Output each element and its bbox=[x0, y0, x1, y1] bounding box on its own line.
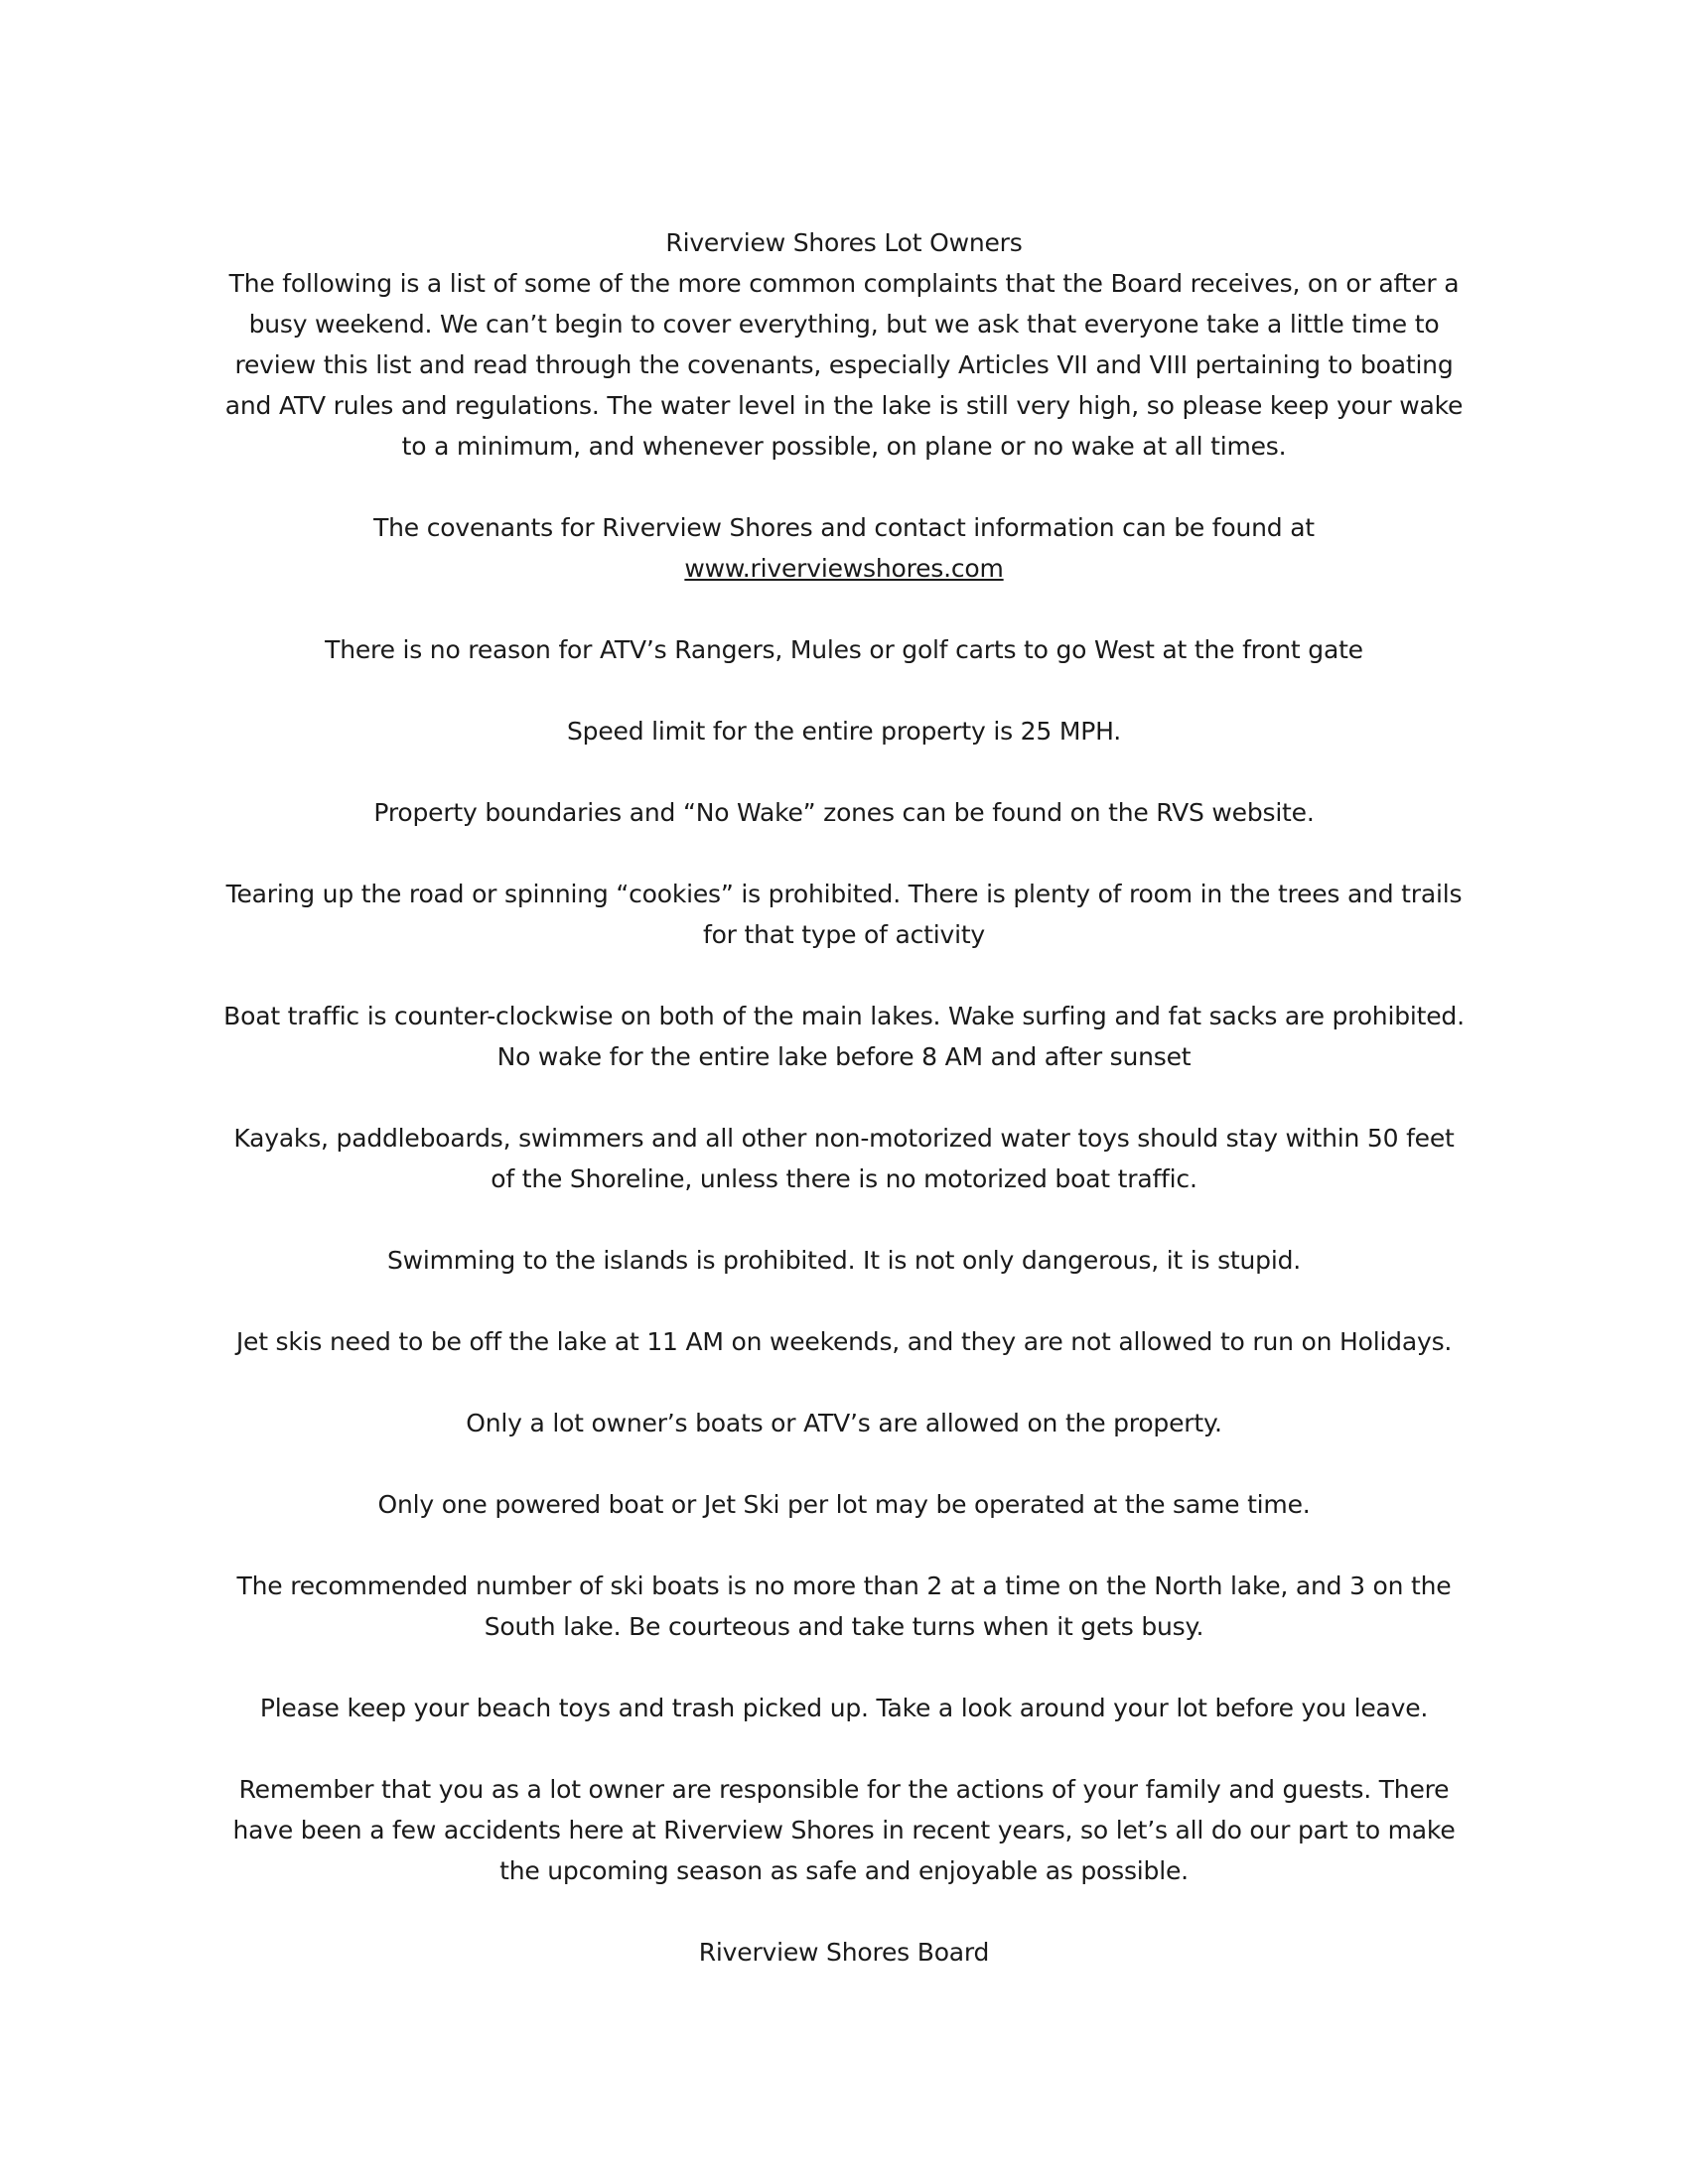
website-link[interactable]: www.riverviewshores.com bbox=[684, 554, 1004, 583]
intro-paragraph: The following is a list of some of the more common complaints that the Board receives, on or after a busy weekend. We can’t begin to cover everything, but we ask that everyone take a little time to review this list and read through the covenants, especially Articles VII and VIII pertaining to boating and ATV rules and regulations. The water level in the lake is still very high, so please keep your wake to a minimum, and whenever possible, on plane or no wake at all times. bbox=[224, 269, 1464, 461]
covenants-text: The covenants for Riverview Shores and contact information can be found at bbox=[373, 513, 1315, 542]
rule-cookies: Tearing up the road or spinning “cookies” is prohibited. There is plenty of room in the trees and trails for that type of activity bbox=[225, 880, 1463, 949]
rule-ski-boats: The recommended number of ski boats is no more than 2 at a time on the North lake, and 3 on the South lake. Be courteous and take turns when it gets busy. bbox=[236, 1571, 1452, 1641]
rule-beach-toys: Please keep your beach toys and trash picked up. Take a look around your lot before you leave. bbox=[259, 1694, 1429, 1722]
rule-jet-skis: Jet skis need to be off the lake at 11 AM on weekends, and they are not allowed to run on Holidays. bbox=[235, 1327, 1453, 1356]
rule-responsibility: Remember that you as a lot owner are responsible for the actions of your family and guests. There have been a few accidents here at Riverview Shores in recent years, so let’s all do our part to make the upcoming season as safe and enjoyable as possible. bbox=[232, 1775, 1456, 1885]
document-page bbox=[218, 222, 1470, 1973]
document-title: Riverview Shores Lot Owners bbox=[665, 228, 1023, 257]
rule-front-gate: There is no reason for ATV’s Rangers, Mules or golf carts to go West at the front gate bbox=[325, 635, 1363, 664]
signature: Riverview Shores Board bbox=[698, 1938, 990, 1967]
rule-property-boundaries: Property boundaries and “No Wake” zones can be found on the RVS website. bbox=[373, 798, 1315, 827]
rule-non-motorized: Kayaks, paddleboards, swimmers and all other non-motorized water toys should stay within 50 feet of the Shoreline, unless there is no motorized boat traffic. bbox=[233, 1124, 1455, 1193]
rule-boat-traffic: Boat traffic is counter-clockwise on both of the main lakes. Wake surfing and fat sacks are prohibited. No wake for the entire lake before 8 AM and after sunset bbox=[223, 1002, 1465, 1071]
rule-speed-limit: Speed limit for the entire property is 25 MPH. bbox=[567, 717, 1121, 746]
covenants-paragraph bbox=[218, 507, 1470, 589]
rule-one-boat: Only one powered boat or Jet Ski per lot may be operated at the same time. bbox=[377, 1490, 1311, 1519]
rule-islands: Swimming to the islands is prohibited. It is not only dangerous, it is stupid. bbox=[386, 1246, 1302, 1275]
rule-lot-owner-only: Only a lot owner’s boats or ATV’s are allowed on the property. bbox=[466, 1409, 1222, 1437]
